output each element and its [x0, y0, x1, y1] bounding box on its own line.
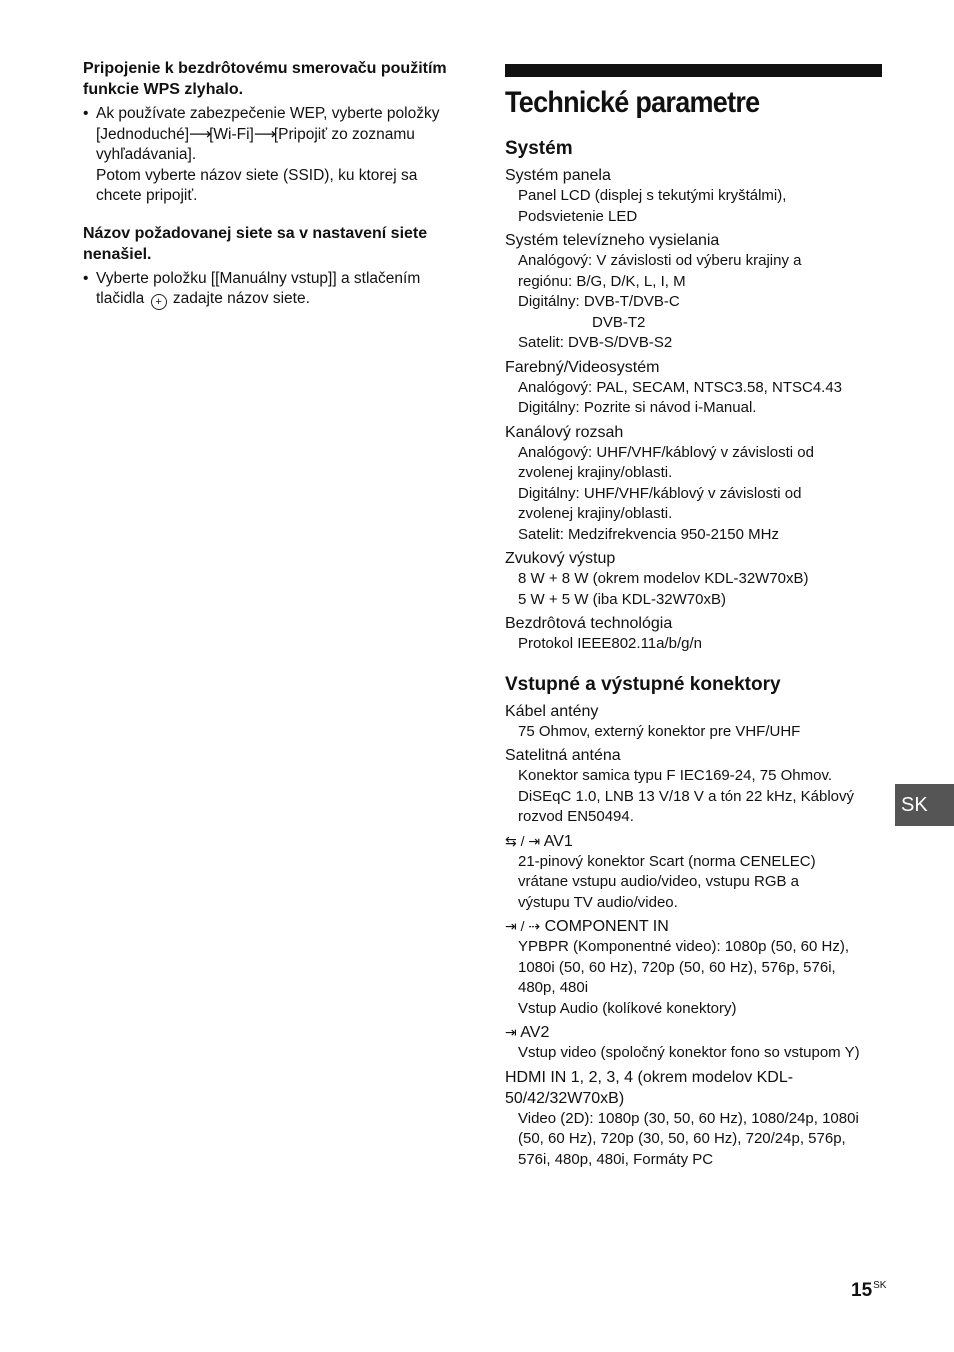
spec-label: Systém televízneho vysielania [505, 232, 720, 249]
spec-label: ⇥ AV2 [505, 1024, 550, 1041]
system-spec-list [505, 165, 883, 655]
arrow-right-icon: ⟶ [189, 125, 212, 143]
language-tab: SK [895, 784, 954, 826]
spec-label: Zvukový výstup [505, 550, 616, 567]
right-column [505, 64, 883, 1170]
bullet-wep: • Ak používate zabezpečenie WEP, vyberte položky [Jednoduché]⟶[Wi-Fi]⟶[Pripojiť zo zoznamu vyhľadávania]. Potom vyberte názov siete (SSID), ku ktorej sa chcete pripojiť. [83, 105, 440, 204]
troubleshoot-heading-network: Názov požadovanej siete sa v nastavení siete nenašiel. [83, 224, 428, 263]
spec-value: YPBPR (Komponentné video): 1080p (50, 60 Hz), 1080i (50, 60 Hz), 720p (50, 60 Hz), 576p, 576i, 480p, 480i Vstup Audio (kolíkové konektory) [518, 938, 850, 1017]
section-heading-system: Systém [505, 138, 573, 159]
left-column [83, 58, 468, 322]
bullet-dot: • [83, 269, 89, 287]
bullet-dot: • [83, 105, 89, 122]
scart-io-icon: ⇆ / ⇥ [505, 832, 541, 849]
io-spec-list [505, 701, 883, 1171]
page-number: $15^{SK}$ [851, 1280, 887, 1301]
spec-value: Protokol IEEE802.11a/b/g/n [518, 635, 703, 652]
component-in-icon: ⇥ / ⇢ [505, 918, 541, 934]
spec-label: ⇥ / ⇢ COMPONENT IN [505, 918, 669, 935]
section-heading-io: Vstupné a výstupné konektory [505, 673, 781, 695]
spec-label: Kanálový rozsah [505, 423, 624, 441]
spec-label: Systém panela [505, 167, 611, 184]
page-title: Technické parametre [505, 86, 760, 119]
spec-label: Kábel antény [505, 702, 599, 720]
troubleshoot-heading-wps: Pripojenie k bezdrôtovému smerovaču použitím funkcie WPS zlyhalo. [83, 60, 447, 98]
spec-label: Satelitná anténa [505, 747, 621, 764]
spec-value: Vstup video (spoločný konektor fono so vstupom Y) [518, 1044, 860, 1061]
spec-value: Analógový: V závislosti od výberu krajiny a regiónu: B/G, D/K, L, I, M Digitálny: DVB-T/DVB-C DVB-T2 Satelit: DVB-S/DVB-S2 [518, 252, 802, 351]
spec-value: 21-pinový konektor Scart (norma CENELEC) vrátane vstupu audio/video, vstupu RGB a výstupu TV audio/video. [518, 852, 816, 911]
arrow-right-icon: ⟶ [253, 125, 277, 143]
spec-label: ⇆ / ⇥ AV1 [505, 832, 573, 850]
spec-label: HDMI IN 1, 2, 3, 4 (okrem modelov KDL-50/42/32W70xB) [505, 1068, 794, 1107]
spec-value: Konektor samica typu F IEC169-24, 75 Ohmov. DiSEqC 1.0, LNB 13 V/18 V a tón 22 kHz, Káblový rozvod EN50494. [518, 767, 855, 825]
spec-value: 75 Ohmov, externý konektor pre VHF/UHF [518, 722, 801, 740]
enter-button-icon: + [151, 294, 167, 310]
video-in-icon: ⇥ [505, 1024, 517, 1040]
spec-value: Panel LCD (displej s tekutými kryštálmi), Podsvietenie LED [518, 187, 787, 225]
spec-value: 8 W + 8 W (okrem modelov KDL-32W70xB) 5 W + 5 W (iba KDL-32W70xB) [518, 570, 809, 608]
spec-label: Farebný/Videosystém [505, 358, 660, 376]
title-bar-divider [505, 64, 882, 77]
spec-value: Video (2D): 1080p (30, 50, 60 Hz), 1080/24p, 1080i (50, 60 Hz), 720p (30, 50, 60 Hz), 720/24p, 576p, 576i, 480p, 480i, Formáty PC [518, 1109, 859, 1168]
spec-value: Analógový: PAL, SECAM, NTSC3.58, NTSC4.43 Digitálny: Pozrite si návod i-Manual. [518, 378, 843, 416]
spec-value: Analógový: UHF/VHF/káblový v závislosti od zvolenej krajiny/oblasti. Digitálny: UHF/VHF/káblový v závislosti od zvolenej krajiny/oblasti. Satelit: Medzifrekvencia 950-2150 MHz [518, 443, 814, 543]
spec-label: Bezdrôtová technológia [505, 615, 673, 632]
bullet-manual-input: • Vyberte položku [[Manuálny vstup]] a stlačením tlačidla + zadajte názov siete. [83, 269, 421, 308]
